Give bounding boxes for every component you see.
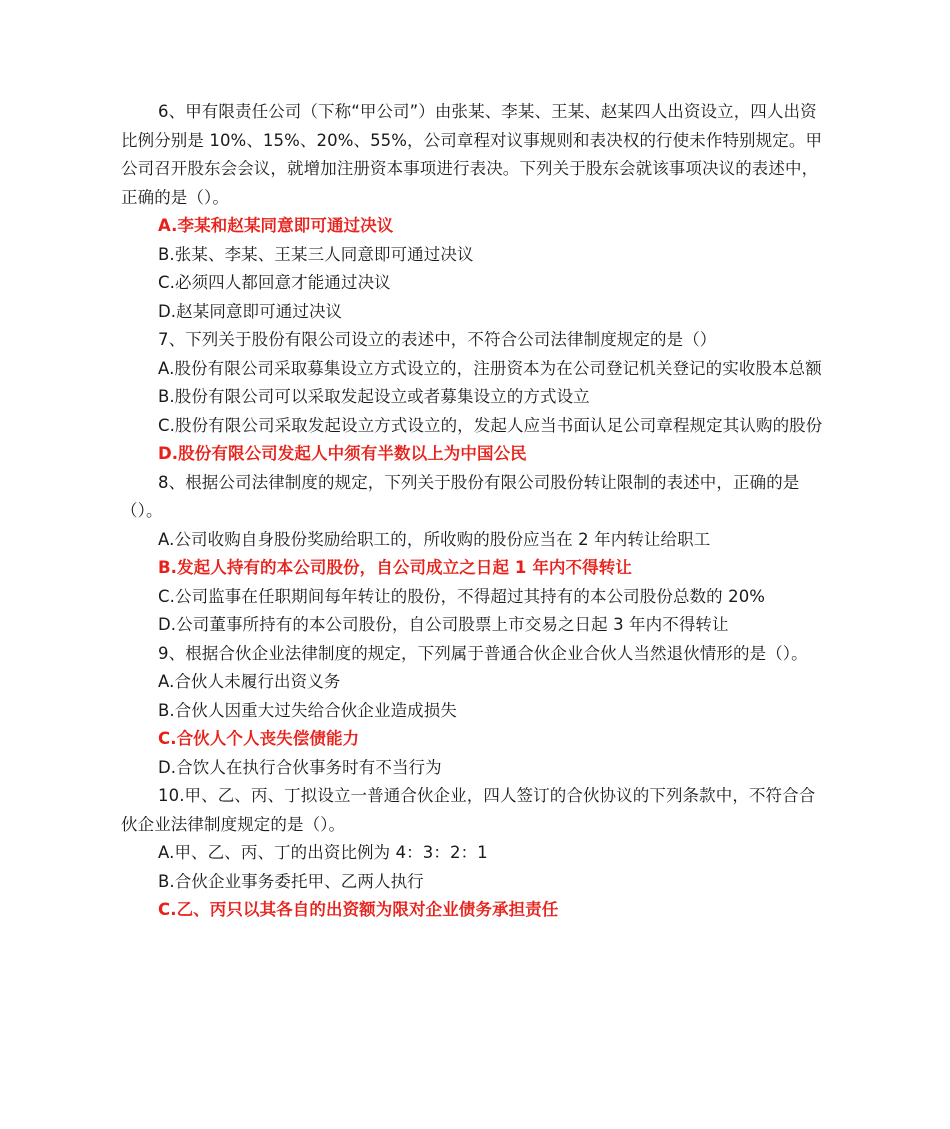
question-stem-8: 8、根据公司法律制度的规定，下列关于股份有限公司股份转让限制的表述中，正确的是（）。 <box>121 472 800 520</box>
question-6-option-b: B.张某、李某、王某三人同意即可通过决议 <box>158 244 474 264</box>
question-7-option-c: C.股份有限公司采取发起设立方式设立的，发起人应当书面认足公司章程规定其认购的股份 <box>158 415 823 435</box>
question-7-option-a: A.股份有限公司采取募集设立方式设立的，注册资本为在公司登记机关登记的实收股本总额 <box>158 358 822 378</box>
question-9-option-d: D.合饮人在执行合伙事务时有不当行为 <box>158 757 442 777</box>
question-stem-9: 9、根据合伙企业法律制度的规定，下列属于普通合伙企业合伙人当然退伙情形的是（）。 <box>158 643 808 663</box>
question-7-option-b: B.股份有限公司可以采取发起设立或者募集设立的方式设立 <box>158 387 590 406</box>
question-list <box>121 98 831 925</box>
question-8-option-c: C.公司监事在任职期间每年转让的股份，不得超过其持有的本公司股份总数的 20% <box>158 586 766 606</box>
question-7-option-d: D.股份有限公司发起人中须有半数以上为中国公民 <box>158 444 527 463</box>
question-10-option-a: A.甲、乙、丙、丁的出资比例为 4：3：2：1 <box>158 843 488 862</box>
question-6-option-d: D.赵某同意即可通过决议 <box>158 301 343 321</box>
question-9-option-c: C.合伙人个人丧失偿债能力 <box>158 729 360 748</box>
question-9-option-a: A.合伙人未履行出资义务 <box>158 672 341 691</box>
question-6-option-a: A.李某和赵某同意即可通过决议 <box>158 216 394 235</box>
question-6-option-c: C.必须四人都回意才能通过决议 <box>158 273 391 292</box>
question-10-option-c: C.乙、丙只以其各自的出资额为限对企业债务承担责任 <box>158 900 559 919</box>
question-stem-10: 10.甲、乙、丙、丁拟设立一普通合伙企业，四人签订的合伙协议的下列条款中，不符合合伙企业法律制度规定的是（）。 <box>121 786 816 834</box>
question-8-option-b: B.发起人持有的本公司股份，自公司成立之日起 1 年内不得转让 <box>158 558 632 577</box>
question-9-option-b: B.合伙人因重大过失给合伙企业造成损失 <box>158 700 457 720</box>
question-8-option-d: D.公司董事所持有的本公司股份，自公司股票上市交易之日起 3 年内不得转让 <box>158 615 729 634</box>
question-10-option-b: B.合伙企业事务委托甲、乙两人执行 <box>158 871 424 891</box>
question-stem-7: 7、下列关于股份有限公司设立的表述中，不符合公司法律制度规定的是（） <box>158 330 717 349</box>
question-stem-6: 6、甲有限责任公司（下称“甲公司”）由张某、李某、王某、赵某四人出资设立，四人出资比例分别是 10%、15%、20%、55%，公司章程对议事规则和表决权的行使未作特别规定。甲公司召开股东会会议，就增加注册资本事项进行表决。下列关于股东会就该事项决议的表述中，正确的是（）。 <box>121 102 823 207</box>
question-8-option-a: A.公司收购自身股份奖励给职工的，所收购的股份应当在 2 年内转让给职工 <box>158 529 711 549</box>
